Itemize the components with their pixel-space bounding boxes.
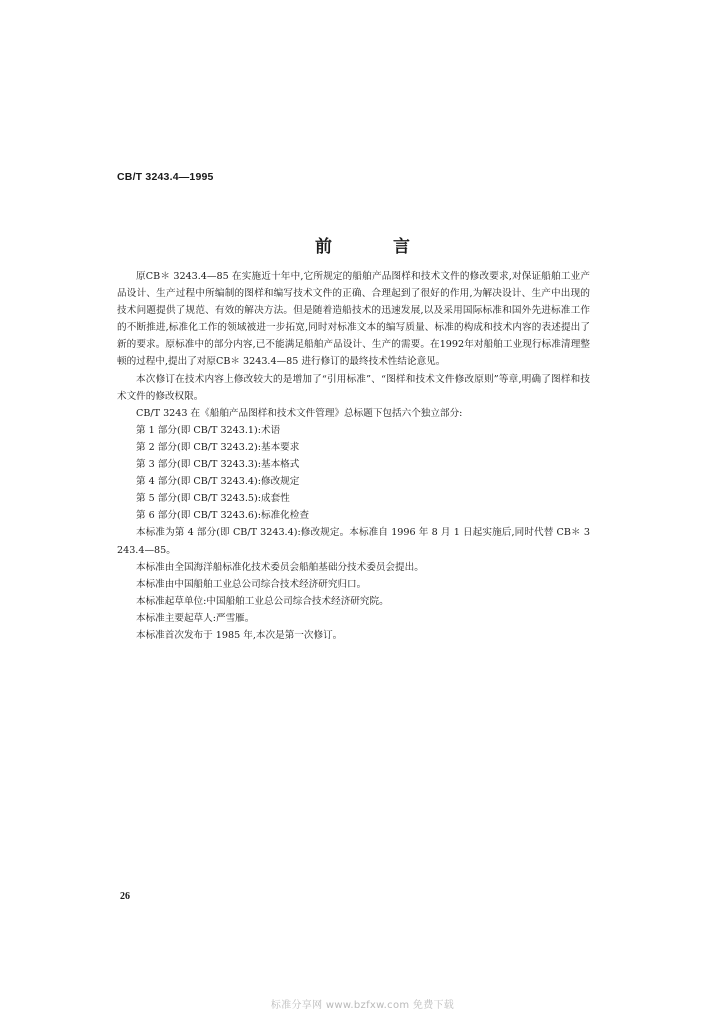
paragraph: 原CB＊ 3243.4—85 在实施近十年中,它所规定的船舶产品图样和技术文件的修改要求,对保证船舶工业产品设计、生产过程中所编制的图样和编写技术文件的正确、合理起到了很好的作用,为解决设计、生产中出现的技术问题提供了规范、有效的解决方法。但是随着造船技术的迅速发展,以及采用国际标准和国外先进标准工作的不断推进,标准化工作的领域被进一步拓宽,同时对标准文本的编写质量、标准的构成和技术内容的表述提出了新的要求。原标准中的部分内容,已不能满足船舶产品设计、生产的需要。在1992年对船舶工业现行标准清理整顿的过程中,提出了对原CB＊ 3243.4—85 进行修订的最终技术性结论意见。: [117, 271, 590, 368]
paragraph: CB/T 3243 在《船舶产品图样和技术文件管理》总标题下包括六个独立部分:: [136, 407, 463, 419]
paragraph: 本标准由中国船舶工业总公司综合技术经济研究归口。: [136, 578, 367, 590]
list-item: 第 2 部分(即 CB/T 3243.2):基本要求: [136, 441, 300, 453]
paragraph: 本次修订在技术内容上修改较大的是增加了“引用标准”、“图样和技术文件修改原则”等章,明确了图样和技术文件的修改权限。: [117, 373, 590, 402]
paragraph: 本标准主要起草人:严雪雁。: [136, 612, 255, 624]
list-item: 第 5 部分(即 CB/T 3243.5):成套性: [136, 493, 290, 505]
list-item: 第 3 部分(即 CB/T 3243.3):基本格式: [136, 459, 300, 471]
page-number: 26: [120, 891, 130, 902]
list-item: 第 4 部分(即 CB/T 3243.4):修改规定: [136, 476, 300, 488]
list-item: 第 1 部分(即 CB/T 3243.1):术语: [136, 424, 281, 436]
watermark-text: 标准分享网 www.bzfxw.com 免费下载: [270, 1000, 455, 1011]
standard-code: CB/T 3243.4—1995: [117, 171, 214, 183]
paragraph: 本标准首次发布于 1985 年,本次是第一次修订。: [136, 629, 343, 641]
foreword-body: [117, 268, 590, 644]
page-title: 前 言: [315, 237, 432, 257]
paragraph: 本标准为第 4 部分(即 CB/T 3243.4):修改规定。本标准自 1996 年 8 月 1 日起实施后,同时代替 CB＊ 3243.4—85。: [117, 527, 590, 556]
paragraph: 本标准由全国海洋船标准化技术委员会船舶基础分技术委员会提出。: [136, 561, 424, 573]
paragraph: 本标准起草单位:中国船舶工业总公司综合技术经济研究院。: [136, 595, 389, 607]
list-item: 第 6 部分(即 CB/T 3243.6):标准化检查: [136, 510, 309, 522]
